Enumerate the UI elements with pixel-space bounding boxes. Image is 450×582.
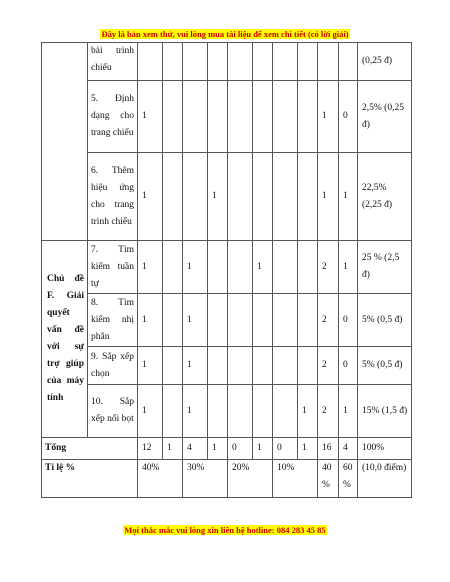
hotline-footer-text: Mọi thắc mắc vui lòng xin liên hệ hotline: 084 283 45 85 xyxy=(124,525,326,535)
count-cell xyxy=(273,347,298,385)
count-cell: 1 xyxy=(138,294,163,347)
count-cell xyxy=(228,347,253,385)
count-cell: 1 xyxy=(318,81,339,153)
table-row xyxy=(42,153,412,241)
percent-cell: 15% (1,5 đ) xyxy=(358,385,412,438)
percent-cell: 5% (0,5 đ) xyxy=(358,347,412,385)
count-cell xyxy=(273,153,298,241)
count-cell xyxy=(253,81,273,153)
table-row xyxy=(42,294,412,347)
count-cell xyxy=(273,81,298,153)
count-cell: 1 xyxy=(138,81,163,153)
count-cell: 0 xyxy=(339,347,358,385)
hotline-footer xyxy=(0,520,450,538)
count-cell xyxy=(273,385,298,438)
total-cell: 0 xyxy=(273,438,298,460)
count-cell: 1 xyxy=(208,153,228,241)
count-cell xyxy=(228,385,253,438)
preview-banner xyxy=(0,24,450,42)
total-label: Tổng xyxy=(42,438,138,460)
count-cell xyxy=(163,81,183,153)
count-cell xyxy=(228,43,253,81)
count-cell xyxy=(208,294,228,347)
topic-f-cell xyxy=(42,241,88,438)
count-cell xyxy=(228,241,253,294)
count-cell xyxy=(228,81,253,153)
count-cell xyxy=(183,81,208,153)
total-cell: 4 xyxy=(183,438,208,460)
count-cell xyxy=(298,43,318,81)
count-cell: 1 xyxy=(339,385,358,438)
count-cell: 2 xyxy=(318,385,339,438)
ratio-percent-cell: (10,0 điểm) xyxy=(358,460,412,498)
ratio-cell: 40 % xyxy=(318,460,339,498)
count-cell: 1 xyxy=(318,153,339,241)
lesson-label: bài trình chiếu xyxy=(88,43,138,81)
ratio-cell: 60 % xyxy=(339,460,358,498)
count-cell: 1 xyxy=(183,294,208,347)
count-cell xyxy=(228,294,253,347)
table-row xyxy=(42,241,412,294)
table-row xyxy=(42,81,412,153)
total-cell: 1 xyxy=(298,438,318,460)
ratio-label: Tỉ lệ % xyxy=(42,460,138,498)
table-row xyxy=(42,43,412,81)
percent-cell: 2,5% (0,25 đ) xyxy=(358,81,412,153)
count-cell xyxy=(208,43,228,81)
count-cell: 1 xyxy=(138,153,163,241)
lesson-label: 6. Thêm hiệu ứng cho trang trình chiếu xyxy=(88,153,138,241)
count-cell xyxy=(253,385,273,438)
exam-matrix-table xyxy=(41,42,412,498)
count-cell xyxy=(163,153,183,241)
count-cell: 1 xyxy=(298,385,318,438)
count-cell: 0 xyxy=(339,81,358,153)
count-cell xyxy=(228,153,253,241)
total-cell: 1 xyxy=(208,438,228,460)
count-cell: 2 xyxy=(318,347,339,385)
ratio-group-cell: 40% xyxy=(138,460,183,498)
count-cell xyxy=(298,347,318,385)
count-cell: 1 xyxy=(339,241,358,294)
ratio-group-cell: 10% xyxy=(273,460,318,498)
table-row xyxy=(42,385,412,438)
count-cell: 1 xyxy=(339,153,358,241)
count-cell: 1 xyxy=(138,385,163,438)
count-cell xyxy=(163,43,183,81)
count-cell: 1 xyxy=(183,385,208,438)
count-cell xyxy=(163,241,183,294)
count-cell: 1 xyxy=(138,241,163,294)
percent-cell: 25 % (2,5 đ) xyxy=(358,241,412,294)
count-cell xyxy=(318,43,339,81)
count-cell xyxy=(163,294,183,347)
total-cell: 4 xyxy=(339,438,358,460)
empty-topic-cell xyxy=(42,43,88,241)
count-cell xyxy=(298,153,318,241)
table-row xyxy=(42,347,412,385)
total-percent-cell: 100% xyxy=(358,438,412,460)
lesson-label: 10. Sắp xếp nổi bọt xyxy=(88,385,138,438)
ratio-row xyxy=(42,460,412,498)
count-cell xyxy=(138,43,163,81)
count-cell xyxy=(208,81,228,153)
total-cell: 16 xyxy=(318,438,339,460)
total-cell: 0 xyxy=(228,438,253,460)
count-cell: 2 xyxy=(318,241,339,294)
count-cell xyxy=(298,81,318,153)
count-cell xyxy=(253,153,273,241)
count-cell xyxy=(163,385,183,438)
count-cell xyxy=(183,153,208,241)
count-cell: 1 xyxy=(183,241,208,294)
count-cell xyxy=(183,43,208,81)
count-cell xyxy=(208,241,228,294)
percent-cell: 5% (0,5 đ) xyxy=(358,294,412,347)
lesson-label: 5. Định dạng cho trang chiếu xyxy=(88,81,138,153)
count-cell xyxy=(298,241,318,294)
count-cell: 0 xyxy=(339,294,358,347)
count-cell xyxy=(163,347,183,385)
total-cell: 1 xyxy=(253,438,273,460)
percent-cell: 22,5% (2,25 đ) xyxy=(358,153,412,241)
count-cell xyxy=(253,347,273,385)
total-row xyxy=(42,438,412,460)
preview-banner-text: Đây là bản xem thử, vui lòng mua tài liệu để xem chi tiết (có lời giải) xyxy=(101,29,349,39)
count-cell xyxy=(253,294,273,347)
count-cell: 1 xyxy=(183,347,208,385)
count-cell xyxy=(273,241,298,294)
topic-f-label: Chủ đề F. Giải quyết vấn đề với sự trợ giúp của máy tính xyxy=(47,274,84,403)
count-cell xyxy=(273,294,298,347)
count-cell xyxy=(298,294,318,347)
lesson-label: 7. Tìm kiếm tuần tự xyxy=(88,241,138,294)
count-cell xyxy=(273,43,298,81)
count-cell xyxy=(253,43,273,81)
count-cell xyxy=(208,385,228,438)
lesson-label: 9. Sắp xếp chọn xyxy=(88,347,138,385)
count-cell: 2 xyxy=(318,294,339,347)
ratio-group-cell: 30% xyxy=(183,460,228,498)
count-cell xyxy=(339,43,358,81)
total-cell: 1 xyxy=(163,438,183,460)
lesson-label: 8. Tìm kiếm nhị phân xyxy=(88,294,138,347)
percent-cell: (0,25 đ) xyxy=(358,43,412,81)
count-cell: 1 xyxy=(138,347,163,385)
ratio-group-cell: 20% xyxy=(228,460,273,498)
count-cell: 1 xyxy=(253,241,273,294)
total-cell: 12 xyxy=(138,438,163,460)
count-cell xyxy=(208,347,228,385)
